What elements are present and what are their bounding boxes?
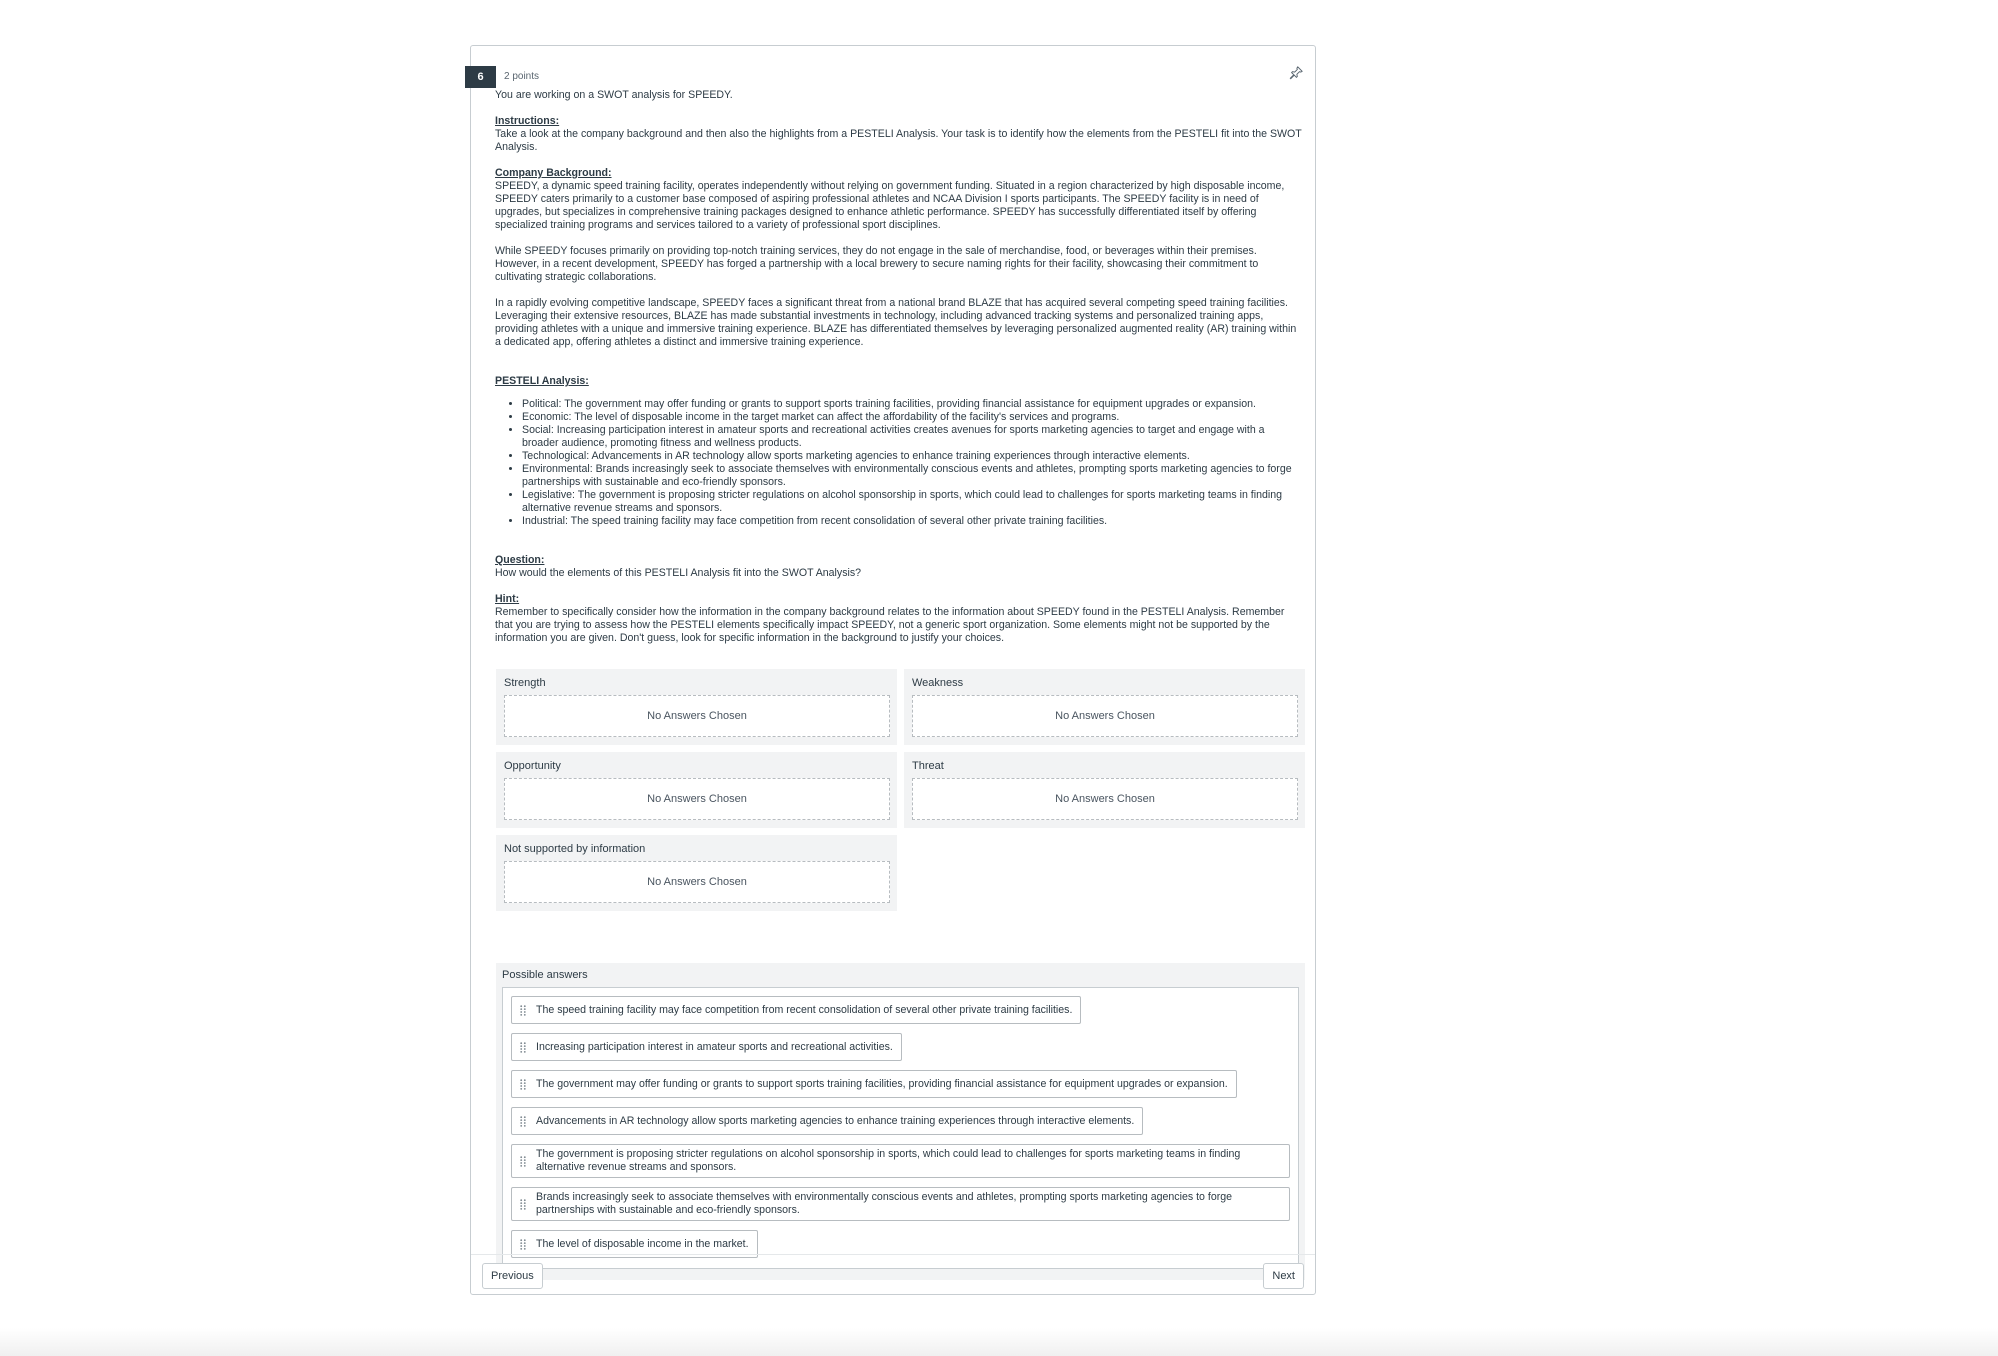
pesteli-item: • Industrial: The speed training facility may face competition from recent consolidation of several other private training facilities.: [522, 515, 1303, 528]
possible-answers-list: [502, 987, 1299, 1269]
drag-handle-icon[interactable]: [520, 1156, 526, 1167]
question-card: [470, 45, 1316, 1295]
question-points: 2 points: [504, 71, 540, 82]
drag-handle-icon[interactable]: [520, 1079, 526, 1090]
draggable-answer[interactable]: [511, 996, 1081, 1024]
pin-icon[interactable]: [1289, 66, 1303, 80]
answer-text: The speed training facility may face competition from recent consolidation of several other private training facilities.: [536, 1003, 1073, 1016]
zone-opportunity: [496, 752, 897, 828]
answer-text: Increasing participation interest in amateur sports and recreational activities.: [536, 1040, 893, 1053]
question-body: [495, 89, 1303, 658]
draggable-answer[interactable]: [511, 1107, 1143, 1135]
drag-handle-icon[interactable]: [520, 1116, 526, 1127]
swot-zones: [496, 669, 1305, 918]
draggable-answer[interactable]: [511, 1144, 1290, 1178]
answer-text: The government may offer funding or grants to support sports training facilities, providing financial assistance for equipment upgrades or expansion.: [536, 1077, 1228, 1090]
opportunity-drop-target[interactable]: No Answers Chosen: [504, 778, 890, 820]
zone-strength: [496, 669, 897, 745]
draggable-answer[interactable]: [511, 1187, 1290, 1221]
question-text: How would the elements of this PESTELI Analysis fit into the SWOT Analysis?: [495, 567, 862, 579]
pesteli-item: • Economic: The level of disposable income in the target market can affect the affordability of the facility's services and programs.: [522, 411, 1303, 424]
background-paragraph: SPEEDY, a dynamic speed training facility, operates independently without relying on government funding. Situated in a region characterized by high disposable income, SPEEDY caters primarily to a customer base composed of aspiring professional athletes and NCAA Division I sports participants. The SPEEDY facility is in need of upgrades, but specializes in comprehensive training packages designed to enhance athletic performance. SPEEDY has successfully differentiated itself by offering specialized training programs and services tailored to a variety of professional sport disciplines.: [495, 180, 1285, 231]
zone-label-weakness: Weakness: [912, 677, 964, 689]
not-supported-drop-target[interactable]: No Answers Chosen: [504, 861, 890, 903]
pesteli-list: [495, 398, 1303, 528]
threat-drop-target[interactable]: No Answers Chosen: [912, 778, 1298, 820]
question-intro: You are working on a SWOT analysis for SPEEDY.: [495, 89, 733, 101]
answer-text: The government is proposing stricter regulations on alcohol sponsorship in sports, which could lead to challenges for sports marketing teams in finding alternative revenue streams and sponsors.: [536, 1148, 1241, 1173]
instructions-text: Take a look at the company background and then also the highlights from a PESTELI Analysis. Your task is to identify how the elements from the PESTELI fit into the SWOT Analysis.: [495, 128, 1302, 153]
background-paragraph: While SPEEDY focuses primarily on providing top-notch training services, they do not engage in the sale of merchandise, food, or beverages within their premises. However, in a recent development, SPEEDY has forged a partnership with a local brewery to secure naming rights for their facility, showcasing their commitment to cultivating strategic collaborations.: [495, 245, 1259, 283]
zone-weakness: [904, 669, 1305, 745]
zone-label-threat: Threat: [912, 760, 944, 772]
pesteli-item: • Environmental: Brands increasingly seek to associate themselves with environmentally conscious events and athletes, prompting sports marketing agencies to forge partnerships with sustainable and eco-friendly sponsors.: [522, 463, 1303, 489]
drag-handle-icon[interactable]: [520, 1042, 526, 1053]
drag-handle-icon[interactable]: [520, 1005, 526, 1016]
pesteli-item: • Political: The government may offer funding or grants to support sports training facilities, providing financial assistance for equipment upgrades or expansion.: [522, 398, 1303, 411]
answer-text: The level of disposable income in the market.: [536, 1237, 749, 1250]
strength-drop-target[interactable]: No Answers Chosen: [504, 695, 890, 737]
hint-title: Hint:: [495, 593, 520, 605]
question-title: Question:: [495, 554, 545, 566]
previous-button[interactable]: Previous: [482, 1263, 543, 1289]
instructions-title: Instructions:: [495, 115, 560, 127]
draggable-answer[interactable]: [511, 1033, 902, 1061]
pesteli-item: • Social: Increasing participation interest in amateur sports and recreational activities creates avenues for sports marketing agencies to target and engage with a broader audience, promoting fitness and wellness products.: [522, 424, 1303, 450]
possible-answers-label: Possible answers: [502, 969, 588, 981]
drag-handle-icon[interactable]: [520, 1239, 526, 1250]
hint-text: Remember to specifically consider how the information in the company background relates to the information about SPEEDY found in the PESTELI Analysis. Remember that you are trying to assess how the PESTELI elements specifically impact SPEEDY, not a generic sport organization. Some elements might not be supported by the information you are given. Don't guess, look for specific information in the background to justify your choices.: [495, 606, 1285, 644]
window-bottom-shade: [0, 1328, 1998, 1356]
answer-text: Advancements in AR technology allow sports marketing agencies to enhance training experiences through interactive elements.: [536, 1114, 1135, 1127]
pesteli-item: • Technological: Advancements in AR technology allow sports marketing agencies to enhance training experiences through interactive elements.: [522, 450, 1303, 463]
draggable-answer[interactable]: [511, 1070, 1237, 1098]
zone-label-strength: Strength: [504, 677, 546, 689]
drag-handle-icon[interactable]: [520, 1199, 526, 1210]
zone-label-not-supported: Not supported by information: [504, 843, 646, 855]
background-paragraph: In a rapidly evolving competitive landscape, SPEEDY faces a significant threat from a national brand BLAZE that has acquired several competing speed training facilities. Leveraging their extensive resources, BLAZE has made substantial investments in technology, including advanced tracking systems and personalized training apps, providing athletes with a unique and immersive training experience. BLAZE has differentiated themselves by leveraging personalized augmented reality (AR) training within a dedicated app, offering athletes a distinct and immersive training experience.: [495, 297, 1297, 348]
answer-text: Brands increasingly seek to associate themselves with environmentally conscious events and athletes, prompting sports marketing agencies to forge partnerships with sustainable and eco-friendly sponsors.: [536, 1191, 1233, 1216]
weakness-drop-target[interactable]: No Answers Chosen: [912, 695, 1298, 737]
pesteli-title: PESTELI Analysis:: [495, 375, 589, 387]
zone-threat: [904, 752, 1305, 828]
question-number: 6: [465, 66, 496, 88]
possible-answers-panel: [496, 963, 1305, 1280]
background-title: Company Background:: [495, 167, 612, 179]
next-button[interactable]: Next: [1263, 1263, 1304, 1289]
pesteli-item: • Legislative: The government is proposing stricter regulations on alcohol sponsorship in sports, which could lead to challenges for sports marketing teams in finding alternative revenue streams and sponsors.: [522, 489, 1303, 515]
zone-not-supported: [496, 835, 897, 911]
footer-divider: [471, 1254, 1315, 1255]
zone-label-opportunity: Opportunity: [504, 760, 561, 772]
